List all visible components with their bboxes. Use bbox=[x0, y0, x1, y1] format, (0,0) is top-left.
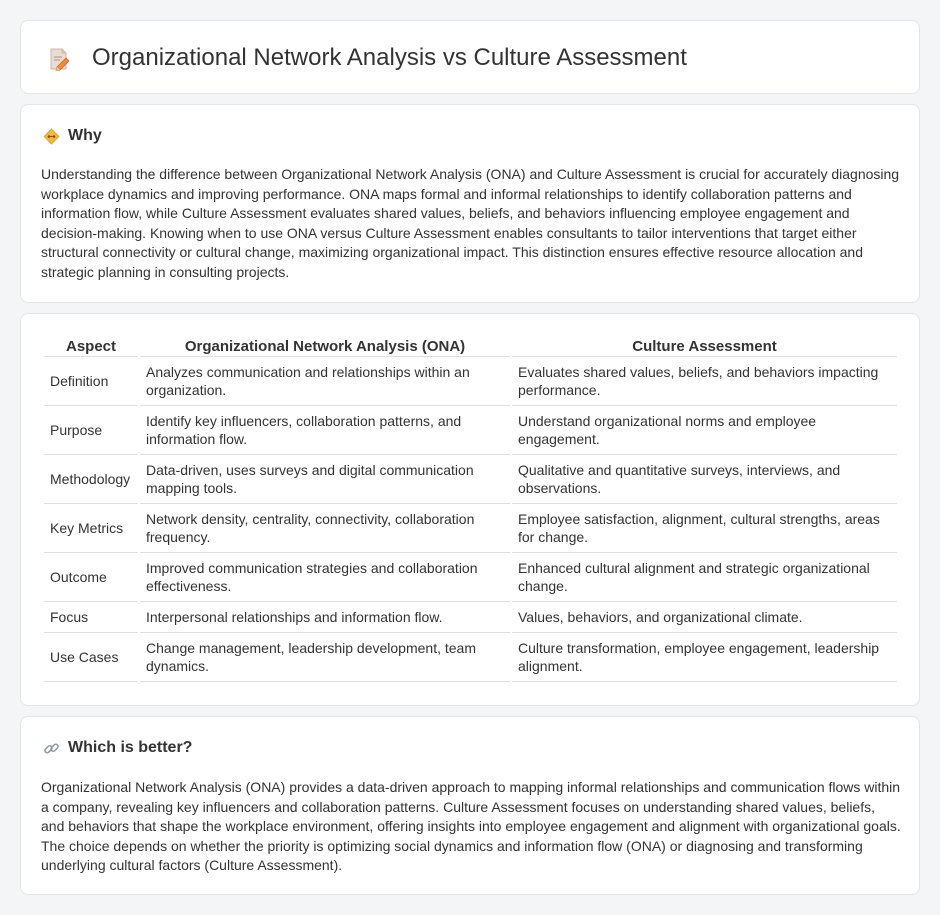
culture-cell: Employee satisfaction, alignment, cultural strengths, areas for change. bbox=[512, 504, 897, 553]
table-row bbox=[44, 553, 897, 602]
why-title: Why bbox=[68, 127, 102, 144]
aspect-cell: Key Metrics bbox=[44, 504, 138, 553]
table-header-row bbox=[44, 334, 897, 357]
header-ona: Organizational Network Analysis (ONA) bbox=[140, 334, 510, 357]
which-better-section bbox=[20, 716, 920, 895]
ona-cell: Analyzes communication and relationships within an organization. bbox=[140, 357, 510, 406]
table-row bbox=[44, 504, 897, 553]
why-heading bbox=[43, 127, 102, 145]
edit-document-icon bbox=[48, 47, 70, 71]
link-icon bbox=[43, 740, 60, 757]
ona-cell: Change management, leadership development, team dynamics. bbox=[140, 633, 510, 682]
table-row bbox=[44, 633, 897, 682]
table-row bbox=[44, 455, 897, 504]
comparison-table bbox=[42, 334, 899, 682]
aspect-cell: Purpose bbox=[44, 406, 138, 455]
culture-cell: Understand organizational norms and employee engagement. bbox=[512, 406, 897, 455]
table-row bbox=[44, 357, 897, 406]
culture-cell: Culture transformation, employee engagement, leadership alignment. bbox=[512, 633, 897, 682]
culture-cell: Enhanced cultural alignment and strategic organizational change. bbox=[512, 553, 897, 602]
culture-cell: Qualitative and quantitative surveys, interviews, and observations. bbox=[512, 455, 897, 504]
better-title: Which is better? bbox=[68, 739, 193, 756]
why-text: Understanding the difference between Organizational Network Analysis (ONA) and Culture Assessment is crucial for accurately diagnosing workplace dynamics and improving performance. ONA maps formal and informal relationships to identify collaboration patterns and information flow, while Culture Assessment evaluates shared values, beliefs, and behaviors influencing employee engagement and decision-making. Knowing when to use ONA versus Culture Assessment enables consultants to tailor interventions that target either structural connectivity or cultural change, maximizing organizational impact. This distinction ensures effective resource allocation and strategic planning in consulting projects. bbox=[41, 166, 900, 280]
ona-cell: Identify key influencers, collaboration patterns, and information flow. bbox=[140, 406, 510, 455]
header-aspect: Aspect bbox=[44, 334, 138, 357]
aspect-cell: Methodology bbox=[44, 455, 138, 504]
better-text: Organizational Network Analysis (ONA) provides a data-driven approach to mapping informal relationships and communication flows within a company, revealing key influencers and collaboration patterns. Culture Assessment focuses on understanding shared values, beliefs, and behaviors that shape the workplace environment, offering insights into employee engagement and alignment with organizational goals. The choice depends on whether the priority is optimizing social dynamics and information flow (ONA) or diagnosing and transforming underlying cultural factors (Culture Assessment). bbox=[41, 779, 901, 874]
diamond-warning-icon bbox=[43, 128, 60, 145]
table-row bbox=[44, 602, 897, 633]
aspect-cell: Outcome bbox=[44, 553, 138, 602]
header-culture: Culture Assessment bbox=[512, 334, 897, 357]
why-section bbox=[20, 104, 920, 303]
page-title: Organizational Network Analysis vs Culture Assessment bbox=[92, 44, 687, 71]
header-card bbox=[20, 20, 920, 94]
comparison-card bbox=[20, 313, 920, 706]
culture-cell: Values, behaviors, and organizational climate. bbox=[512, 602, 897, 633]
ona-cell: Network density, centrality, connectivity, collaboration frequency. bbox=[140, 504, 510, 553]
culture-cell: Evaluates shared values, beliefs, and behaviors impacting performance. bbox=[512, 357, 897, 406]
aspect-cell: Definition bbox=[44, 357, 138, 406]
table-row bbox=[44, 406, 897, 455]
aspect-cell: Use Cases bbox=[44, 633, 138, 682]
ona-cell: Improved communication strategies and collaboration effectiveness. bbox=[140, 553, 510, 602]
aspect-cell: Focus bbox=[44, 602, 138, 633]
ona-cell: Interpersonal relationships and information flow. bbox=[140, 602, 510, 633]
better-heading bbox=[43, 739, 192, 757]
ona-cell: Data-driven, uses surveys and digital communication mapping tools. bbox=[140, 455, 510, 504]
